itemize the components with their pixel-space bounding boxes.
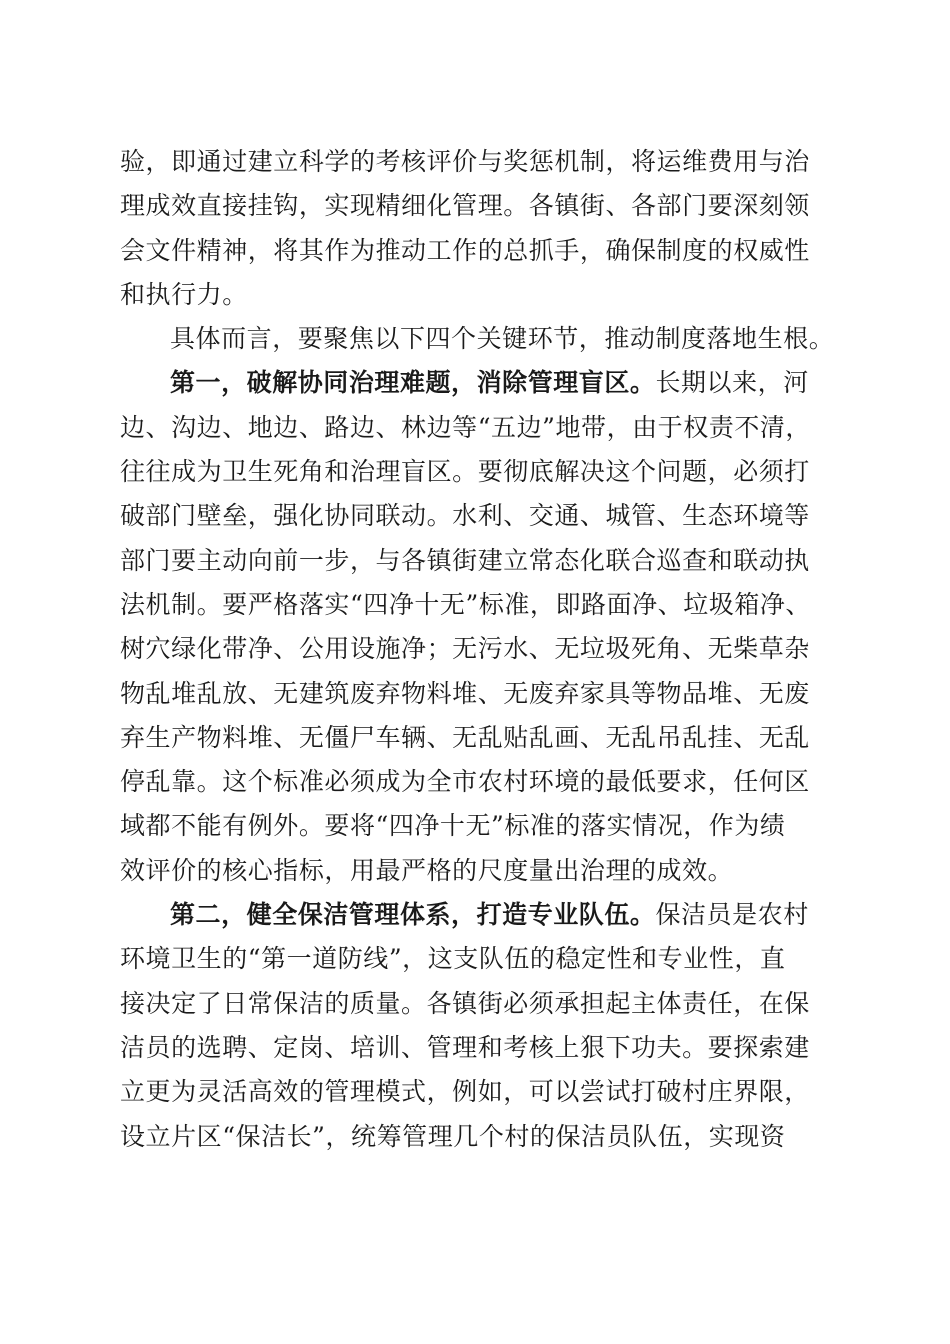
text-line: 物乱堆乱放、无建筑废弃物料堆、无废弃家具等物品堆、无废 xyxy=(120,678,810,708)
text-line: 和执行力。 xyxy=(120,279,248,309)
text-line: 接决定了日常保洁的质量。各镇街必须承担起主体责任，在保 xyxy=(120,988,810,1018)
text-line: 效评价的核心指标，用最严格的尺度量出治理的成效。 xyxy=(120,855,734,885)
section-heading: 第二，健全保洁管理体系，打造专业队伍。 xyxy=(170,900,656,930)
text-line: 法机制。要严格落实“四净十无”标准，即路面净、垃圾箱净、 xyxy=(120,589,811,619)
text-run: 保洁员是农村 xyxy=(655,900,809,930)
text-line: 理成效直接挂钩，实现精细化管理。各镇街、各部门要深刻领 xyxy=(120,191,810,221)
text-line: 立更为灵活高效的管理模式，例如，可以尝试打破村庄界限， xyxy=(120,1077,810,1107)
document-body xyxy=(120,140,835,1159)
text-line: 破部门壁垒，强化协同联动。水利、交通、城管、生态环境等 xyxy=(120,501,810,531)
paragraph xyxy=(120,317,835,361)
text-line: 域都不能有例外。要将“四净十无”标准的落实情况，作为绩 xyxy=(120,811,786,841)
paragraph xyxy=(120,361,830,893)
text-line: 验，即通过建立科学的考核评价与奖惩机制，将运维费用与治 xyxy=(120,147,810,176)
text-line: 边、沟边、地边、路边、林边等“五边”地带，由于权责不清， xyxy=(120,412,811,442)
text-line: 洁员的选聘、定岗、培训、管理和考核上狠下功夫。要探索建 xyxy=(120,1032,810,1062)
text-line: 往往成为卫生死角和治理盲区。要彻底解决这个问题，必须打 xyxy=(120,457,810,487)
text-line: 部门要主动向前一步，与各镇街建立常态化联合巡查和联动执 xyxy=(120,545,810,575)
paragraph xyxy=(120,140,830,317)
text-line: 设立片区“保洁长”，统筹管理几个村的保洁员队伍，实现资 xyxy=(120,1121,786,1151)
text-line: 树穴绿化带净、公用设施净；无污水、无垃圾死角、无柴草杂 xyxy=(120,634,810,664)
text-line: 环境卫生的“第一道防线”，这支队伍的稳定性和专业性，直 xyxy=(120,944,786,974)
text-line xyxy=(120,361,830,405)
text-line: 停乱靠。这个标准必须成为全市农村环境的最低要求，任何区 xyxy=(120,767,810,797)
text-run: 长期以来，河 xyxy=(655,368,809,398)
text-line: 弃生产物料堆、无僵尸车辆、无乱贴乱画、无乱吊乱挂、无乱 xyxy=(120,722,810,752)
text-line xyxy=(120,893,830,937)
text-line: 会文件精神，将其作为推动工作的总抓手，确保制度的权威性 xyxy=(120,235,810,265)
section-heading: 第一，破解协同治理难题，消除管理盲区。 xyxy=(170,368,656,398)
paragraph xyxy=(120,893,830,1159)
text-line: 具体而言，要聚焦以下四个关键环节，推动制度落地生根。 xyxy=(170,324,835,354)
